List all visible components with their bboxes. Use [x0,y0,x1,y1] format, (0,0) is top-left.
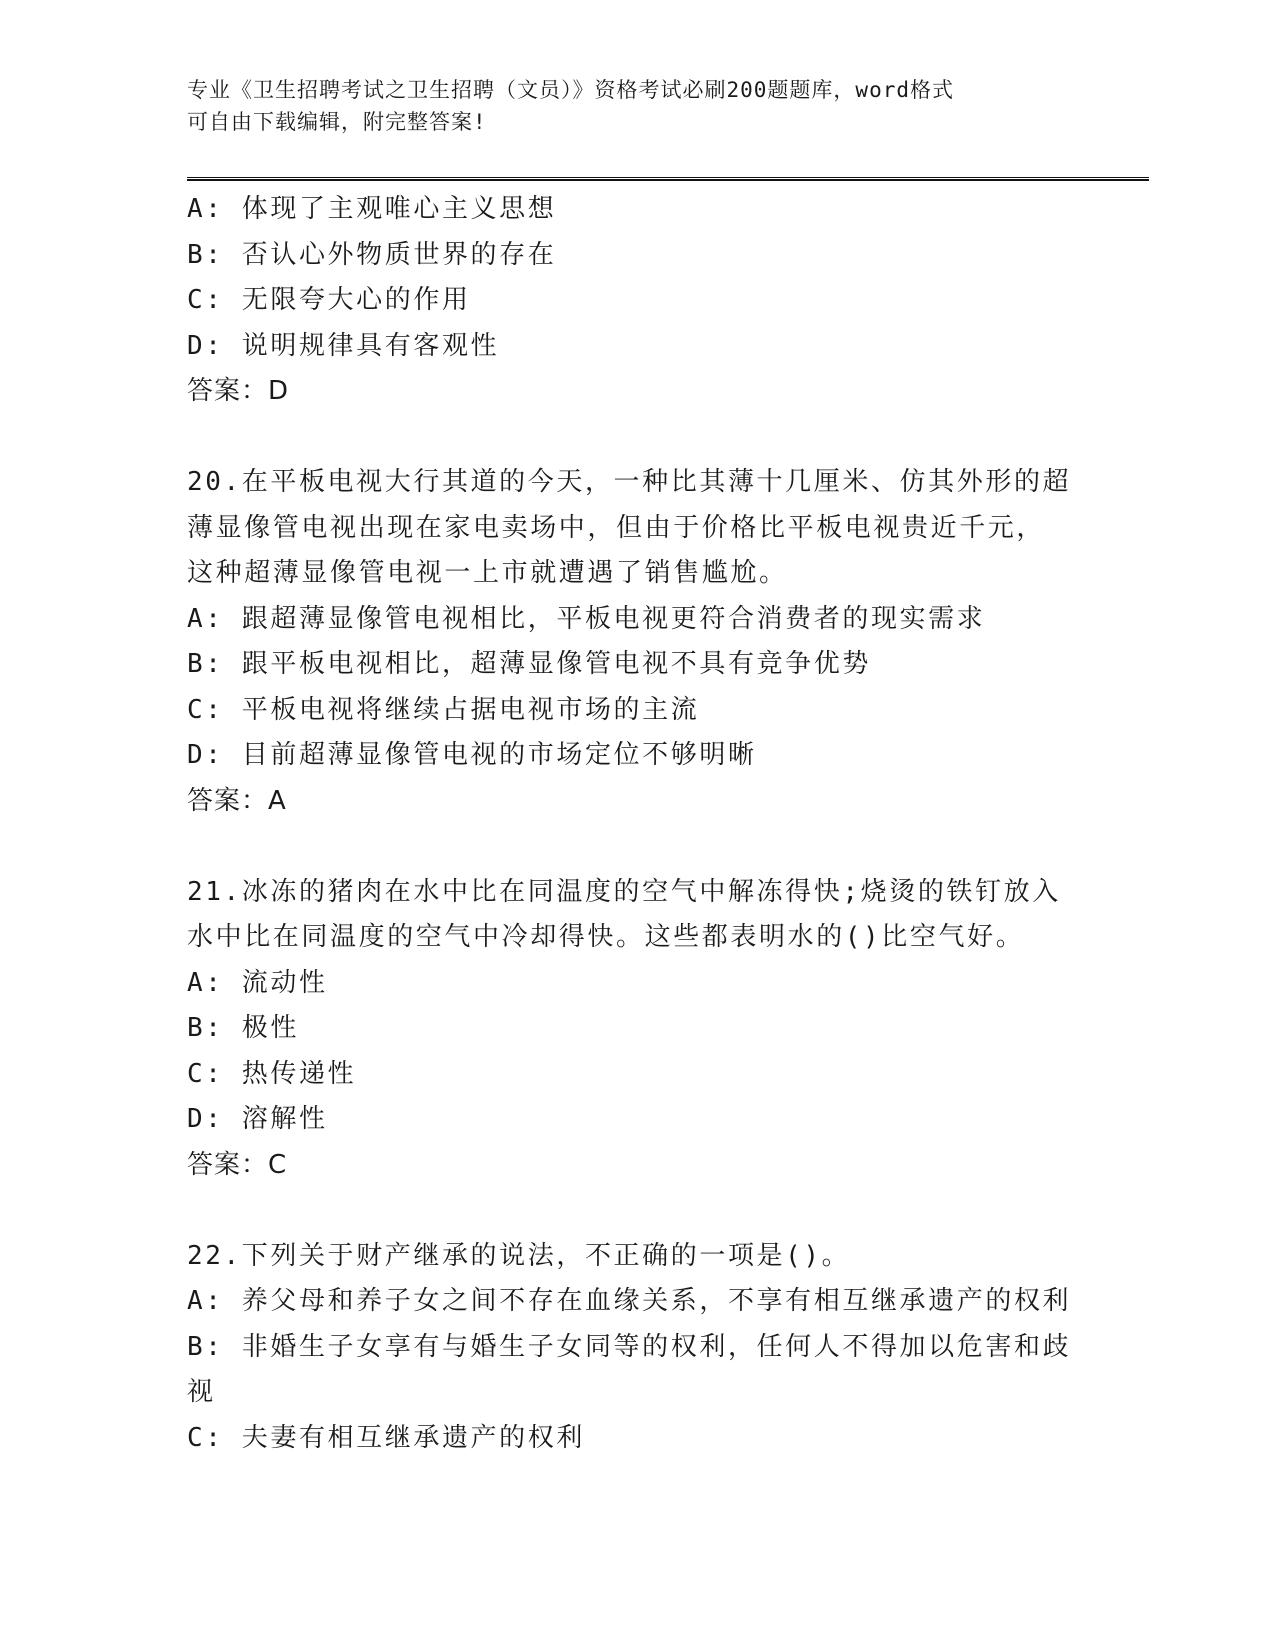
header-divider [187,177,1149,181]
document-header [187,74,1087,138]
option-a: A: 养父母和养子女之间不存在血缘关系，不享有相互继承遗产的权利 [187,1286,1072,1316]
spacer [187,824,1067,870]
question-22 [187,1234,1072,1462]
option-b: B: 非婚生子女享有与婚生子女同等的权利，任何人不得加以危害和歧 [187,1331,1072,1362]
answer-line [187,779,1067,825]
option-d: D: 说明规律具有客观性 [187,330,500,361]
answer-label: 答案： [187,785,269,816]
answer-line [187,369,1067,415]
option-c: C: 夫妻有相互继承遗产的权利 [187,1422,585,1453]
option-c: C: 无限夸大心的作用 [187,285,471,315]
option-a: A: 流动性 [187,967,328,998]
option-b-continued: 视 [187,1377,216,1407]
option-b: B: 跟平板电视相比，超薄显像管电视不具有竞争优势 [187,649,871,679]
answer-value: A [268,785,287,816]
option-c: C: 热传递性 [187,1058,357,1089]
question-stem-line: 薄显像管电视出现在家电卖场中，但由于价格比平板电视贵近千元， [187,512,1046,543]
answer-label: 答案： [187,376,269,406]
header-line-2: 可自由下载编辑，附完整答案! [187,110,487,134]
question-20 [187,460,1072,824]
question-list [187,187,1072,1461]
header-line-1: 专业《卫生招聘考试之卫生招聘（文员）》资格考试必刷200题题库，word格式 [187,78,954,102]
question-19 [187,187,1067,415]
question-21 [187,870,1067,1189]
option-a: A: 体现了主观唯心主义思想 [187,194,557,224]
option-b: B: 否认心外物质世界的存在 [187,239,557,270]
option-d: D: 目前超薄显像管电视的市场定位不够明晰 [187,740,757,770]
spacer [187,1188,1067,1234]
question-stem-line: 水中比在同温度的空气中冷却得快。这些都表明水的()比空气好。 [187,922,1025,952]
option-a: A: 跟超薄显像管电视相比，平板电视更符合消费者的现实需求 [187,603,986,634]
option-c: C: 平板电视将继续占据电视市场的主流 [187,694,700,725]
answer-value: D [268,376,290,406]
answer-label: 答案： [187,1149,269,1180]
spacer [187,415,1067,461]
question-stem-line: 21.冰冻的猪肉在水中比在同温度的空气中解冻得快;烧烫的铁钉放入 [187,876,1061,907]
option-b: B: 极性 [187,1013,299,1043]
option-d: D: 溶解性 [187,1104,328,1134]
question-stem-line: 20.在平板电视大行其道的今天，一种比其薄十几厘米、仿其外形的超 [187,467,1072,497]
answer-value: C [268,1149,288,1180]
question-stem-line: 22.下列关于财产继承的说法，不正确的一项是()。 [187,1240,851,1271]
question-stem-line: 这种超薄显像管电视一上市就遭遇了销售尴尬。 [187,558,788,588]
answer-line [187,1143,1067,1189]
